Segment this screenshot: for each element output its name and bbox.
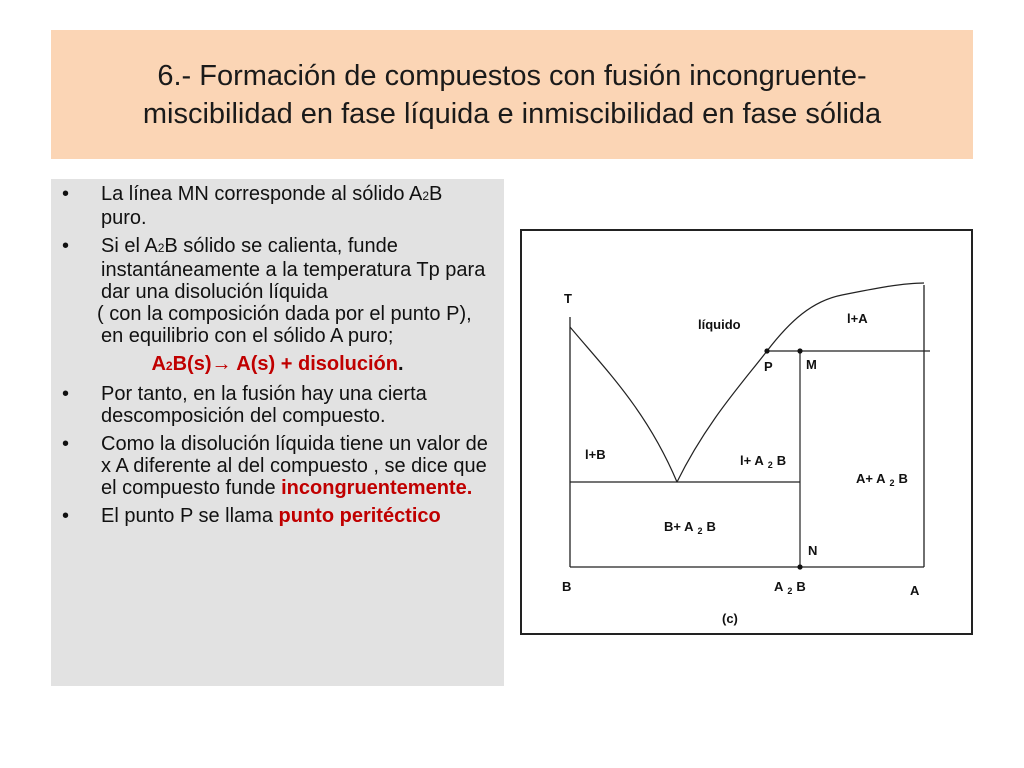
- subscript: 2: [165, 359, 173, 373]
- label-text: B: [796, 579, 806, 594]
- bullet-mn-line: [51, 183, 504, 229]
- point-p: [764, 348, 769, 353]
- title-line-2: miscibilidad en fase líquida e inmiscibilidad en fase sólida: [142, 97, 882, 130]
- arrow-icon: →: [211, 353, 232, 375]
- title-banner: [51, 30, 973, 159]
- label-l-a2b: [740, 453, 786, 470]
- bullet-text: ( con la composición dada por el punto P), en equilibrio con el sólido A puro;: [97, 303, 472, 347]
- phase-diagram-svg: [522, 231, 975, 637]
- label-text: B: [706, 519, 716, 534]
- label-text: A: [774, 579, 784, 594]
- label-text: B: [898, 471, 908, 486]
- label-a2b: [774, 579, 806, 596]
- label-liquid: líquido: [698, 317, 741, 332]
- bullet-text: Como la disolución líquida tiene un valor de x A diferente al del compuesto , se dice que el compuesto funde: [101, 433, 488, 499]
- reaction-equation: [51, 353, 504, 377]
- bullet-text: Si el A: [101, 235, 158, 257]
- equation-dot: .: [397, 353, 404, 375]
- label-m: M: [806, 357, 817, 372]
- bullet-decomposition: [51, 383, 504, 427]
- bullet-text: Por tanto, en la fusión hay una cierta descomposición del compuesto.: [101, 383, 427, 427]
- bullet-dot: •: [62, 235, 70, 257]
- equation-text: A(s) + disolución: [231, 353, 398, 375]
- label-l-b: l+B: [585, 447, 606, 462]
- bullet-peritectic: [51, 505, 504, 527]
- label-p: P: [764, 359, 773, 374]
- label-text: B+ A: [664, 519, 694, 534]
- subscript: 2: [157, 241, 165, 255]
- bullet-dot: •: [62, 183, 70, 205]
- label-n: N: [808, 543, 818, 558]
- label-t: T: [564, 291, 572, 306]
- bullet-incongruent: [51, 433, 504, 499]
- label-a: A: [910, 583, 920, 598]
- label-b-a2b: [664, 519, 716, 536]
- bullet-dot: •: [62, 383, 70, 405]
- highlight-text: punto peritéctico: [278, 505, 441, 527]
- bullet-text: B sólido se calienta, funde instantáneamente a la temperatura Tp para dar una disolución líquida: [101, 235, 486, 303]
- title-line-1: 6.- Formación de compuestos con fusión incongruente-: [157, 59, 867, 92]
- bullet-list: [51, 183, 504, 533]
- label-b: B: [562, 579, 572, 594]
- subscript: 2: [787, 586, 793, 596]
- bullet-text: B puro.: [101, 183, 443, 229]
- label-a-a2b: [856, 471, 908, 488]
- equation-text: A: [151, 353, 166, 375]
- bullet-dot: •: [62, 433, 70, 455]
- point-n: [797, 564, 802, 569]
- subscript: 2: [697, 526, 703, 536]
- label-text: B: [776, 453, 787, 468]
- bullet-dot: •: [62, 505, 70, 527]
- slide-title: [143, 57, 881, 133]
- equation-text: B(s): [172, 353, 212, 375]
- bullet-text: El punto P se llama: [101, 505, 279, 527]
- highlight-text: incongruentemente.: [281, 477, 473, 499]
- bullet-heating-continued: [51, 303, 504, 347]
- subscript: 2: [889, 478, 895, 488]
- subscript: 2: [767, 460, 773, 470]
- label-text: A+ A: [856, 471, 886, 486]
- subscript: 2: [422, 189, 429, 203]
- diagram-caption: (c): [722, 611, 738, 626]
- bullet-heating: [51, 235, 504, 303]
- label-l-a: l+A: [847, 311, 868, 326]
- bullet-panel: [51, 179, 504, 686]
- label-text: l+ A: [740, 453, 764, 468]
- point-m: [797, 348, 802, 353]
- phase-diagram: [520, 229, 973, 635]
- bullet-text: La línea MN corresponde al sólido A: [101, 183, 423, 205]
